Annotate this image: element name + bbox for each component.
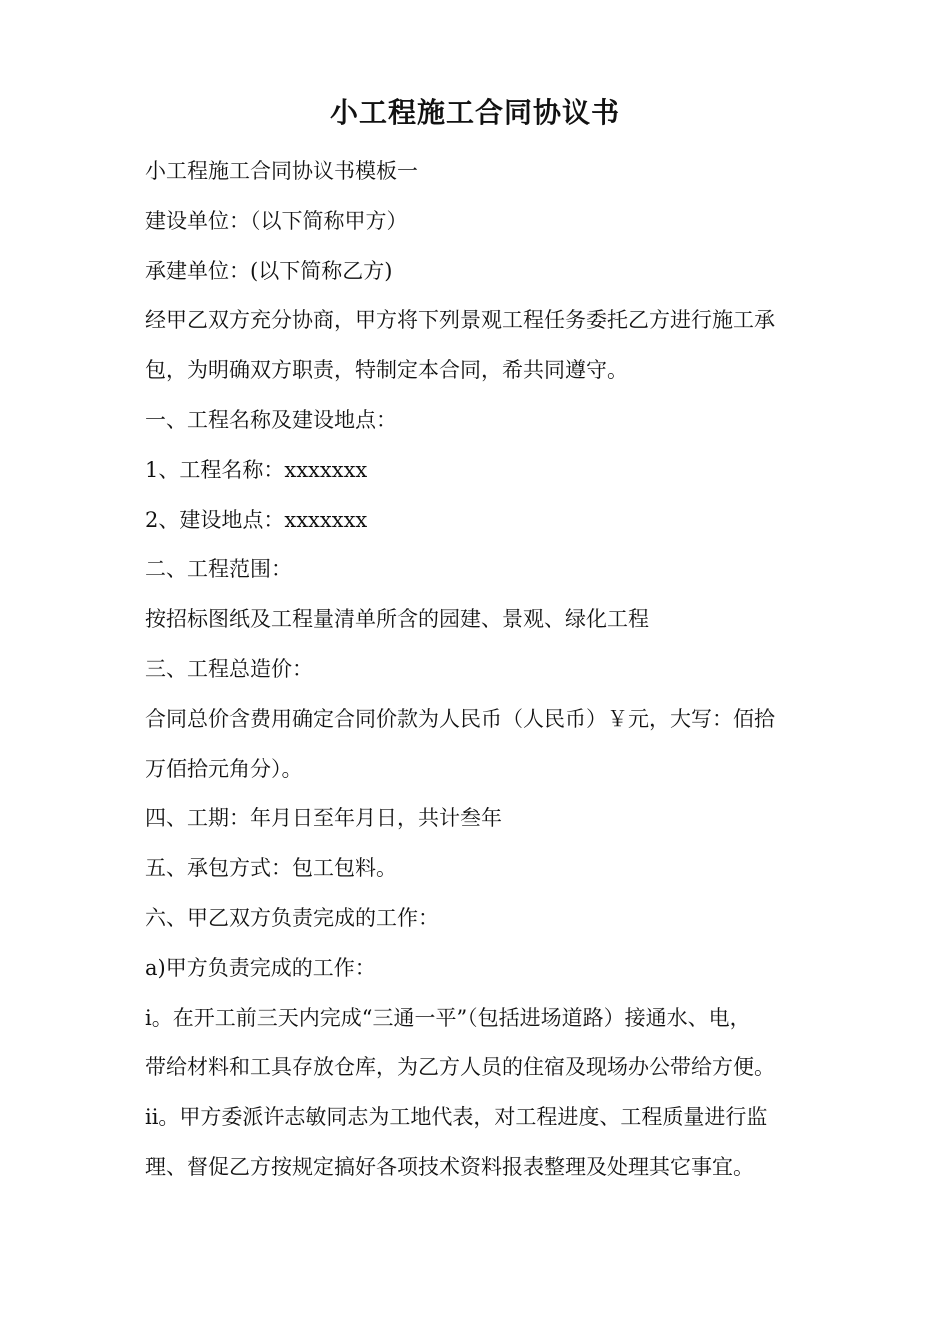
party-b-line: 承建单位：(以下简称乙方) xyxy=(145,258,393,283)
duty-i-line-1: i。在开工前三天内完成“三通一平”（包括进场道路）接通水、电， xyxy=(145,1005,751,1030)
document-body xyxy=(145,147,825,1193)
document-title: 小工程施工合同协议书 xyxy=(329,96,620,129)
price-line-1: 合同总价含费用确定合同价款为人民币（人民币）￥元，大写：佰拾 xyxy=(145,706,775,731)
duty-ii-line-1: ii。甲方委派许志敏同志为工地代表，对工程进度、工程质量进行监 xyxy=(145,1105,768,1130)
party-a-duties-heading: a)甲方负责完成的工作： xyxy=(145,955,376,980)
section-3-heading: 三、工程总造价： xyxy=(145,656,313,681)
price-line-2: 万佰拾元角分）。 xyxy=(145,756,303,781)
project-location-line: 2、建设地点：xxxxxxx xyxy=(145,507,368,532)
preamble-line-1: 经甲乙双方充分协商，甲方将下列景观工程任务委托乙方进行施工承 xyxy=(145,308,775,333)
duty-ii-line-2: 理、督促乙方按规定搞好各项技术资料报表整理及处理其它事宜。 xyxy=(145,1154,754,1179)
project-name-line: 1、工程名称：xxxxxxx xyxy=(145,457,368,482)
duty-i-line-2: 带给材料和工具存放仓库，为乙方人员的住宿及现场办公带给方便。 xyxy=(145,1055,775,1080)
scope-line: 按招标图纸及工程量清单所含的园建、景观、绿化工程 xyxy=(145,607,649,632)
template-subtitle: 小工程施工合同协议书模板一 xyxy=(145,159,418,183)
section-4-duration: 四、工期：年月日至年月日，共计叁年 xyxy=(145,806,502,831)
section-6-heading: 六、甲乙双方负责完成的工作： xyxy=(145,905,439,930)
section-1-heading: 一、工程名称及建设地点： xyxy=(145,407,397,432)
section-5-contract-mode: 五、承包方式：包工包料。 xyxy=(145,856,397,881)
section-2-heading: 二、工程范围： xyxy=(145,557,292,582)
party-a-line: 建设单位：（以下简称甲方） xyxy=(145,208,408,233)
preamble-line-2: 包，为明确双方职责，特制定本合同，希共同遵守。 xyxy=(145,358,628,383)
